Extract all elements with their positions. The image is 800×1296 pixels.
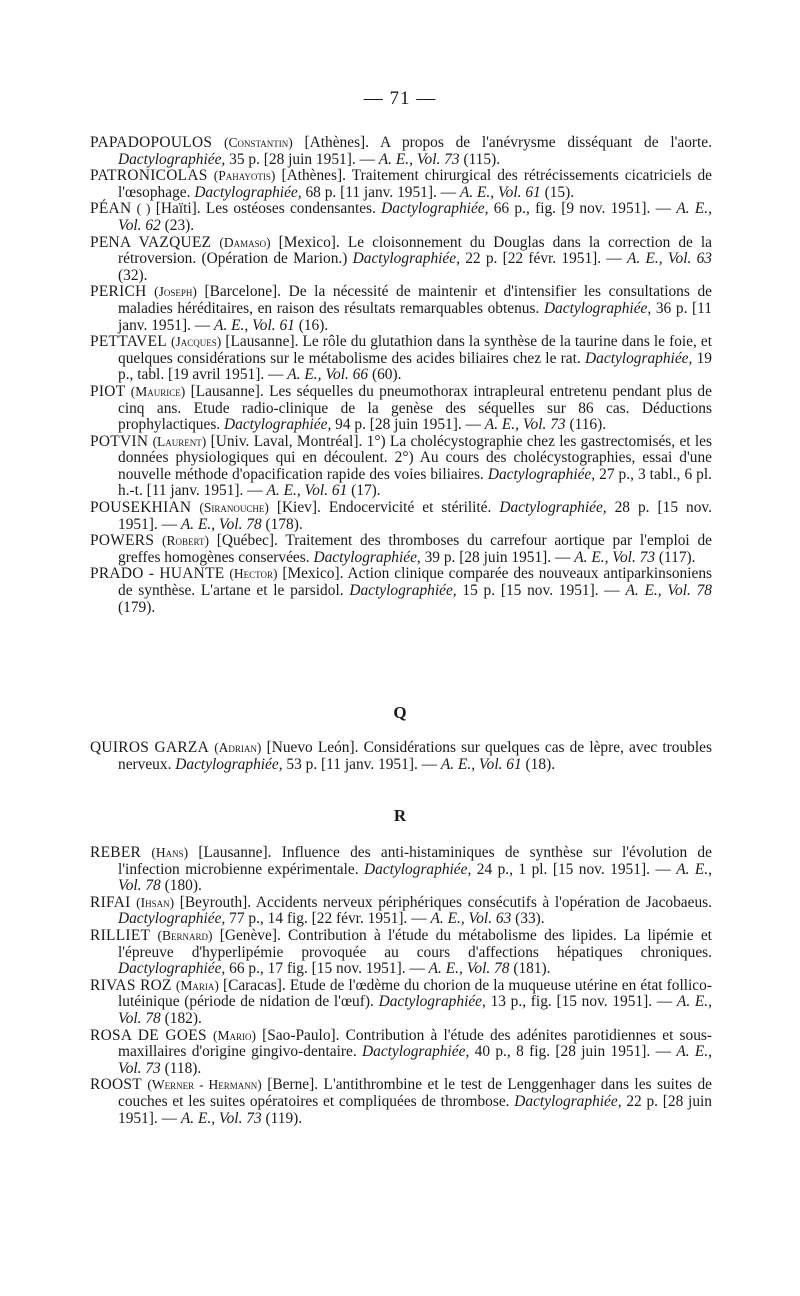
- entry-number: (119).: [265, 1109, 303, 1127]
- entry-work-type: Dactylographiée,: [349, 582, 457, 600]
- entry-details: 35 p. [28 juin 1951]. —: [229, 150, 375, 168]
- entry-title: L'antithrombine et le test de Lenggenhager dans les suites de couches et les suites opératoires et compliquées de thrombose.: [118, 1076, 712, 1110]
- entry-details: 36 p. [11 janv. 1951]. —: [118, 299, 712, 334]
- entry-number: (181).: [513, 960, 551, 978]
- entry-series: A. E., Vol. 63: [627, 250, 712, 268]
- entry-work-type: Dactylographiée,: [118, 960, 226, 978]
- entry-place: [Québec].: [216, 532, 278, 550]
- bibliography-entry: [90, 168, 712, 201]
- entry-author: ROSA DE GOES: [90, 1026, 207, 1044]
- entry-author: PIOT: [90, 382, 126, 400]
- entry-title: Le cloisonnement du Douglas dans la correction de la rétroversion. (Opération de Marion.): [118, 233, 712, 268]
- entry-work-type: Dactylographiée,: [118, 910, 226, 928]
- entry-author: PRADO - HUANTE: [90, 565, 225, 583]
- bibliography-entry: [90, 135, 712, 168]
- entry-author: RIFAI: [90, 893, 131, 911]
- entry-author: RILLIET: [90, 926, 151, 944]
- bibliography-entry: [90, 434, 712, 500]
- entry-place: [Haïti].: [155, 200, 201, 218]
- entry-number: (116).: [569, 416, 607, 434]
- entry-work-type: Dactylographiée,: [585, 349, 693, 367]
- entry-author: QUIROS GARZA: [90, 739, 210, 756]
- entry-author: POTVIN: [90, 432, 149, 450]
- entry-author: PÉAN: [90, 200, 132, 218]
- entry-number: (33).: [515, 910, 545, 928]
- entry-number: (60).: [371, 366, 402, 384]
- entry-series: A. E., Vol. 73: [180, 1109, 262, 1127]
- entry-details: 22 p. [22 févr. 1951]. —: [465, 250, 622, 268]
- entry-details: 19 p., tabl. [19 avril 1951]. —: [118, 349, 712, 384]
- entry-series: A. E., Vol. 73: [118, 1043, 713, 1077]
- bibliography-entry: [90, 978, 712, 1028]
- entry-forename: ( ): [136, 201, 151, 217]
- entry-number: (117).: [658, 548, 696, 566]
- bibliography-entry: [90, 740, 712, 773]
- entry-forename: (Hans): [151, 845, 189, 860]
- entry-title: Les séquelles du pneumothorax intrapleural entretenu pendant plus de cinq ans. Etude radio-clinique de la genèse des séquelles sur 86 cas. Déductions prophylactiques.: [118, 382, 712, 434]
- entry-number: (23).: [164, 216, 195, 234]
- bibliography-entry: [90, 1077, 712, 1127]
- entry-place: [Genève].: [219, 926, 281, 944]
- entry-forename: (Ihsan): [136, 894, 175, 910]
- entry-number: (180).: [164, 877, 202, 895]
- entry-number: (179).: [118, 598, 156, 616]
- entry-title: Le rôle du glutathion dans la synthèse de la taurine dans le foie, et quelques considérations sur le métabolisme des acides biliaires chez le rat.: [118, 333, 712, 367]
- entry-forename: (Pahayotis): [213, 168, 276, 184]
- section-letter-r: R: [393, 806, 407, 825]
- entry-work-type: Dactylographiée,: [378, 993, 486, 1011]
- entry-details: 28 p. [15 nov. 1951]. —: [118, 499, 712, 533]
- entry-forename: (Constantin): [223, 135, 293, 150]
- entry-author: POWERS: [90, 532, 155, 550]
- entry-author: ROOST: [90, 1076, 142, 1094]
- section-r-entries: [90, 845, 712, 1127]
- entry-series: A. E., Vol. 63: [430, 910, 512, 928]
- entry-details: 68 p. [11 janv. 1951]. —: [305, 183, 457, 201]
- entry-work-type: Dactylographiée,: [543, 299, 652, 317]
- entry-title: Action clinique comparée des nouveaux antiparkinsoniens de synthèse. L'artane et le parsidol.: [118, 565, 713, 600]
- entry-author: RIVAS ROZ: [90, 976, 172, 994]
- entry-forename: (Werner - Hermann): [147, 1077, 262, 1093]
- entry-series: A. E., Vol. 78: [118, 860, 712, 895]
- section-letter-q: Q: [393, 703, 407, 722]
- entry-work-type: Dactylographiée,: [381, 200, 489, 218]
- entry-work-type: Dactylographiée,: [175, 755, 283, 773]
- entry-number: (18).: [525, 755, 556, 773]
- entry-series: A. E., Vol. 78: [625, 582, 712, 600]
- bibliography-entry: [90, 334, 712, 384]
- entry-forename: (Laurent): [152, 433, 207, 449]
- entry-title: A propos de l'anévrysme disséquant de l'aorte.: [379, 134, 712, 151]
- entry-author: POUSEKHIAN: [90, 499, 192, 517]
- entry-title: Considérations sur quelques cas de lèpre, avec troubles nerveux.: [118, 739, 712, 773]
- entry-details: 39 p. [28 juin 1951]. —: [424, 548, 571, 566]
- entry-details: 24 p., 1 pl. [15 nov. 1951]. —: [476, 860, 671, 878]
- entry-place: [Lausanne].: [225, 333, 299, 351]
- entry-place: [Mexico].: [282, 565, 344, 583]
- entry-work-type: Dactylographiée,: [194, 183, 302, 201]
- entry-series: A. E., Vol. 62: [118, 200, 712, 234]
- section-p-entries: [90, 135, 712, 616]
- entry-series: A. E., Vol. 66: [287, 366, 369, 384]
- entry-forename: (Maurice): [130, 383, 186, 399]
- entry-title: Influence des anti-histaminiques de synthèse sur l'évolution de l'infection microbienne expérimentale.: [118, 844, 712, 878]
- entry-series: A. E., Vol. 78: [180, 515, 262, 533]
- entry-series: A. E., Vol. 78: [118, 993, 712, 1027]
- bibliography-entry: [90, 533, 712, 566]
- entry-title: 1°) La cholécystographie chez les gastrectomisés, et les données physiologiques qui en découlent. 2°) Au cours des cholécystographies, essai d'une nouvelle méthode d'opacification rapide des voies biliaires.: [118, 432, 712, 483]
- entry-details: 66 p., 17 fig. [15 nov. 1951]. —: [229, 960, 425, 978]
- bibliography-entry: [90, 928, 712, 978]
- entry-details: 53 p. [11 janv. 1951]. —: [286, 755, 438, 773]
- bibliography-entry: [90, 384, 712, 434]
- entry-work-type: Dactylographiée,: [313, 548, 421, 566]
- entry-number: (17).: [351, 482, 381, 500]
- entry-title: Traitement chirurgical des rétrécissements cicatriciels de l'œsophage.: [118, 167, 712, 201]
- entry-place: [Lausanne].: [190, 382, 264, 400]
- entry-work-type: Dactylographiée,: [499, 499, 607, 517]
- entry-place: [Sao-Paulo].: [262, 1026, 340, 1044]
- entry-author: PETTAVEL: [90, 333, 167, 351]
- page-number: — 71 —: [363, 88, 437, 109]
- entry-details: 15 p. [15 nov. 1951]. —: [462, 582, 620, 600]
- entry-details: 77 p., 14 fig. [22 févr. 1951]. —: [229, 910, 427, 928]
- entry-series: A. E., Vol. 73: [378, 150, 460, 168]
- entry-forename: (Maria): [175, 977, 219, 993]
- entry-details: 40 p., 8 fig. [28 juin 1951]. —: [474, 1043, 671, 1061]
- entry-series: A. E., Vol. 73: [574, 548, 656, 566]
- bibliography-entry: [90, 284, 712, 334]
- entry-place: [Athènes].: [281, 167, 346, 185]
- entry-work-type: Dactylographiée,: [224, 416, 332, 434]
- entry-place: [Mexico].: [278, 233, 340, 251]
- bibliography-entry: [90, 845, 712, 895]
- entry-forename: (Damaso): [219, 234, 271, 250]
- bibliography-entry: [90, 500, 712, 533]
- entry-title: De la nécessité de maintenir et d'intensifier les consultations de maladies héréditaires, en raison des résultats remarquables obtenus.: [118, 283, 712, 317]
- section-q-entries: [90, 740, 712, 773]
- entry-place: [Univ. Laval, Montréal].: [210, 432, 363, 450]
- entry-title: Endocervicité et stérilité.: [328, 499, 492, 517]
- entry-forename: (Joseph): [154, 284, 197, 300]
- entry-forename: (Bernard): [157, 927, 213, 943]
- entry-series: A. E., Vol. 61: [440, 755, 522, 773]
- entry-author: REBER: [90, 844, 142, 861]
- entry-place: [Barcelone].: [204, 283, 282, 301]
- entry-title: Traitement des thromboses du carrefour aortique par l'emploi de greffes homogènes conservées.: [118, 532, 712, 566]
- entry-series: A. E., Vol. 61: [266, 482, 348, 500]
- entry-place: [Caracas].: [222, 976, 286, 994]
- entry-author: PAPADOPOULOS: [90, 134, 213, 151]
- entry-series: A. E., Vol. 78: [428, 960, 510, 978]
- entry-number: (32).: [118, 266, 148, 284]
- entry-forename: (Siranouche): [199, 500, 269, 516]
- entry-place: [Lausanne].: [198, 844, 272, 861]
- entry-place: [Nuevo León].: [266, 739, 359, 756]
- entry-details: 13 p., fig. [15 nov. 1951]. —: [490, 993, 673, 1011]
- entry-number: (118).: [164, 1059, 202, 1077]
- entry-work-type: Dactylographiée,: [352, 250, 460, 268]
- entry-title: Contribution à l'étude des adénites parotidiennes et sous-maxillaires d'origine gingivo-dentaire.: [118, 1026, 712, 1061]
- entry-forename: (Hector): [229, 566, 278, 582]
- entry-title: Etude de l'œdème du chorion de la muqueuse utérine en état follico-lutéinique (période de nidation de l'œuf).: [118, 976, 712, 1011]
- entry-number: (115).: [463, 150, 501, 168]
- entry-title: Les ostéoses condensantes.: [205, 200, 376, 218]
- entry-title: Contribution à l'étude du métabolisme des lipides. La lipémie et l'épreuve d'hyperlipémie provoquée au cours d'affections hépatiques chroniques.: [118, 926, 712, 961]
- entry-series: A. E., Vol. 61: [214, 316, 295, 334]
- entry-forename: (Adrian): [214, 740, 262, 755]
- entry-forename: (Robert): [162, 533, 209, 549]
- entry-series: A. E., Vol. 73: [484, 416, 566, 434]
- entry-number: (15).: [544, 183, 575, 201]
- entry-number: (16).: [298, 316, 329, 334]
- entry-details: 27 p., 3 tabl., 6 pl. h.-t. [11 janv. 1951]. —: [118, 465, 712, 500]
- bibliography-entry: [90, 201, 712, 234]
- entry-details: 66 p., fig. [9 nov. 1951]. —: [493, 200, 672, 218]
- entry-work-type: Dactylographiée,: [487, 465, 596, 483]
- entry-place: [Kiev].: [276, 499, 321, 517]
- entry-author: PENA VAZQUEZ: [90, 233, 212, 251]
- entry-work-type: Dactylographiée,: [362, 1043, 470, 1061]
- entry-place: [Beyrouth].: [179, 893, 252, 911]
- bibliography-entry: [90, 235, 712, 285]
- entry-place: [Berne].: [267, 1076, 319, 1094]
- entry-author: PATRONICOLAS: [90, 167, 208, 185]
- entry-work-type: Dactylographiée,: [118, 150, 226, 168]
- entry-title: Accidents nerveux périphériques consécutifs à l'opération de Jacobaeus.: [255, 893, 712, 911]
- entry-series: A. E., Vol. 61: [459, 183, 541, 201]
- entry-forename: (Jacques): [171, 334, 222, 350]
- entry-details: 94 p. [28 juin 1951]. —: [335, 416, 481, 434]
- entry-work-type: Dactylographiée,: [514, 1092, 622, 1110]
- entry-details: 22 p. [28 juin 1951]. —: [118, 1092, 712, 1127]
- entry-number: (178).: [265, 515, 303, 533]
- entry-number: (182).: [164, 1009, 202, 1027]
- entry-place: [Athènes].: [304, 134, 370, 151]
- bibliography-entry: [90, 566, 712, 616]
- bibliography-entry: [90, 895, 712, 928]
- entry-work-type: Dactylographiée,: [364, 860, 472, 878]
- entry-forename: (Mario): [212, 1027, 256, 1043]
- bibliography-entry: [90, 1028, 712, 1078]
- entry-author: PERICH: [90, 283, 147, 301]
